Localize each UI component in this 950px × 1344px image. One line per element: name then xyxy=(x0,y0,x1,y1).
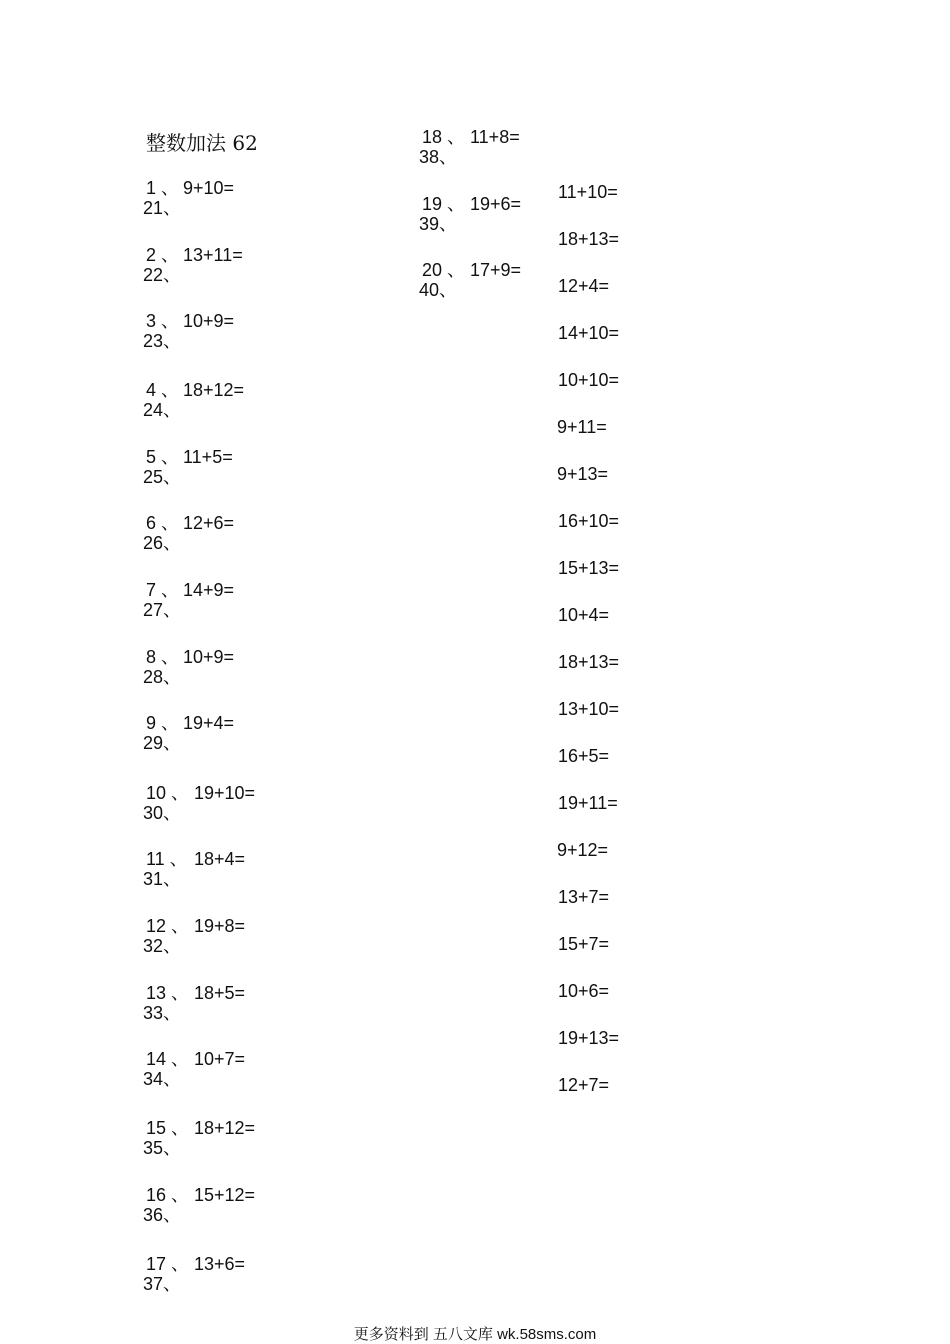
answer-number: 21、 xyxy=(143,198,182,218)
answer-number: 35、 xyxy=(143,1138,182,1158)
problem-expression: 10+9= xyxy=(183,311,235,331)
problem-number: 13 、 xyxy=(146,983,190,1003)
problem-number: 14 、 xyxy=(146,1049,190,1069)
problem-expression: 13+6= xyxy=(194,1254,246,1274)
problem-expression: 9+10= xyxy=(183,178,235,198)
problem-expression: 19+11= xyxy=(558,793,618,813)
problem-expression: 9+13= xyxy=(557,464,609,484)
problem-number: 3 、 xyxy=(146,311,180,331)
problem-number: 17 、 xyxy=(146,1254,190,1274)
answer-number: 28、 xyxy=(143,667,182,687)
problem-expression: 19+6= xyxy=(470,194,522,214)
answer-number: 24、 xyxy=(143,400,182,420)
problem-expression: 18+12= xyxy=(183,380,245,400)
problem-expression: 18+5= xyxy=(194,983,246,1003)
problem-number: 5 、 xyxy=(146,447,180,467)
answer-number: 36、 xyxy=(143,1205,182,1225)
problem-expression: 11+5= xyxy=(183,447,233,467)
problem-expression: 9+11= xyxy=(557,417,607,437)
problem-number: 9 、 xyxy=(146,713,180,733)
problem-number: 20 、 xyxy=(422,260,466,280)
answer-number: 33、 xyxy=(143,1003,182,1023)
answer-number: 29、 xyxy=(143,733,182,753)
problem-expression: 12+4= xyxy=(558,276,610,296)
problem-number: 10 、 xyxy=(146,783,190,803)
problem-expression: 16+10= xyxy=(558,511,620,531)
problem-expression: 11+8= xyxy=(470,127,520,147)
problem-number: 4 、 xyxy=(146,380,180,400)
problem-expression: 10+6= xyxy=(558,981,610,1001)
problem-number: 6 、 xyxy=(146,513,180,533)
problem-expression: 15+13= xyxy=(558,558,620,578)
problem-expression: 9+12= xyxy=(557,840,609,860)
problem-expression: 19+8= xyxy=(194,916,246,936)
problem-expression: 19+10= xyxy=(194,783,256,803)
problem-expression: 13+11= xyxy=(183,245,243,265)
answer-number: 25、 xyxy=(143,467,182,487)
problem-number: 18 、 xyxy=(422,127,466,147)
answer-number: 40、 xyxy=(419,280,458,300)
footer-watermark: 更多资料到 五八文库 wk.58sms.com xyxy=(353,1326,597,1343)
answer-number: 22、 xyxy=(143,265,182,285)
answer-number: 38、 xyxy=(419,147,458,167)
answer-number: 32、 xyxy=(143,936,182,956)
problem-expression: 17+9= xyxy=(470,260,522,280)
problem-expression: 12+7= xyxy=(558,1075,610,1095)
problem-expression: 10+4= xyxy=(558,605,610,625)
problem-expression: 15+7= xyxy=(558,934,610,954)
problem-expression: 13+10= xyxy=(558,699,620,719)
problem-expression: 12+6= xyxy=(183,513,235,533)
problem-expression: 13+7= xyxy=(558,887,610,907)
problem-expression: 10+9= xyxy=(183,647,235,667)
problem-expression: 18+12= xyxy=(194,1118,256,1138)
answer-number: 27、 xyxy=(143,600,182,620)
problem-number: 15 、 xyxy=(146,1118,190,1138)
problem-expression: 18+13= xyxy=(558,652,620,672)
answer-number: 37、 xyxy=(143,1274,182,1294)
problem-number: 16 、 xyxy=(146,1185,190,1205)
problem-number: 7 、 xyxy=(146,580,180,600)
problem-expression: 10+7= xyxy=(194,1049,246,1069)
problem-number: 11 、 xyxy=(146,849,188,869)
answer-number: 30、 xyxy=(143,803,182,823)
problem-expression: 10+10= xyxy=(558,370,620,390)
problem-number: 2 、 xyxy=(146,245,180,265)
problem-expression: 14+10= xyxy=(558,323,620,343)
answer-number: 31、 xyxy=(143,869,182,889)
problem-expression: 18+13= xyxy=(558,229,620,249)
problem-expression: 18+4= xyxy=(194,849,246,869)
problem-number: 1 、 xyxy=(146,178,180,198)
answer-number: 26、 xyxy=(143,533,182,553)
page-title: 整数加法 62 xyxy=(146,131,258,155)
problem-number: 12 、 xyxy=(146,916,190,936)
problem-expression: 19+13= xyxy=(558,1028,620,1048)
problem-expression: 16+5= xyxy=(558,746,610,766)
answer-number: 34、 xyxy=(143,1069,182,1089)
problem-number: 19 、 xyxy=(422,194,466,214)
problem-number: 8 、 xyxy=(146,647,180,667)
problem-expression: 11+10= xyxy=(558,182,618,202)
problem-expression: 19+4= xyxy=(183,713,235,733)
answer-number: 39、 xyxy=(419,214,458,234)
answer-number: 23、 xyxy=(143,331,182,351)
problem-expression: 15+12= xyxy=(194,1185,256,1205)
problem-expression: 14+9= xyxy=(183,580,235,600)
